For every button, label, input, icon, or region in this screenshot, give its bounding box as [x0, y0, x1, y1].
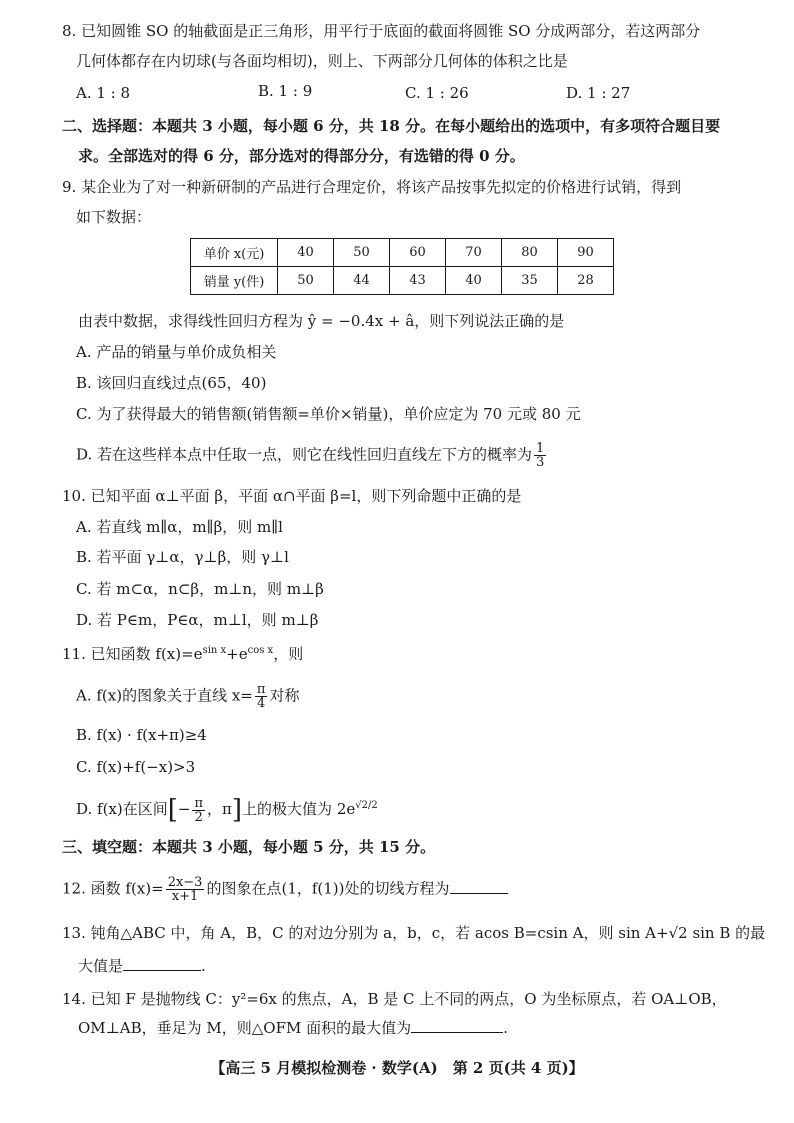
q14-line2-text: OM⊥AB，垂足为 M，则△OFM 面积的最大值为 [78, 1019, 412, 1037]
q14-line2 [78, 1017, 508, 1039]
q9-option-d-text: D. 若在这些样本点中任取一点，则它在线性回归直线左下方的概率为 [76, 445, 533, 464]
q9-data-table [190, 238, 614, 295]
q11-stem [62, 640, 303, 665]
answer-blank[interactable] [123, 956, 201, 971]
q11-interval-end: ，π [207, 800, 232, 818]
q11-stem-pre: 11. 已知函数 f(x)=e [62, 645, 203, 663]
answer-blank[interactable] [411, 1018, 503, 1033]
q9-line2: 如下数据： [76, 208, 152, 226]
section2-heading-line2: 求。全部选对的得 6 分，部分选对的得部分分，有选错的得 0 分。 [78, 147, 525, 165]
page-footer: 【高三 5 月模拟检测卷 · 数学(A) 第 2 页(共 4 页)】 [210, 1059, 584, 1077]
q11-interval-sign: − [177, 800, 191, 818]
table-cell: 43 [390, 267, 446, 295]
table-cell: 50 [334, 239, 390, 267]
fraction-denominator: 4 [257, 696, 266, 711]
q10-option-c: C. 若 m⊂α，n⊂β，m⊥n，则 m⊥β [76, 580, 324, 598]
q9-option-c: C. 为了获得最大的销售额(销售额=单价×销量)，单价应定为 70 元或 80 元 [76, 405, 581, 423]
q12-pre: 12. 函数 f(x)= [62, 879, 164, 898]
fraction-denominator: 2 [194, 809, 203, 825]
table-cell: 44 [334, 267, 390, 295]
q9-option-a: A. 产品的销量与单价成负相关 [76, 343, 277, 361]
fraction-numerator: 2x−3 [167, 875, 203, 890]
left-bracket: [ [167, 795, 178, 825]
q13-line2 [78, 955, 206, 977]
q11-exponent-sin: sin x [202, 645, 227, 656]
table-cell: 40 [278, 239, 334, 267]
table-cell: 35 [502, 267, 558, 295]
q11-option-d-post: 上的极大值为 2e [242, 800, 356, 818]
q11-exponent-root: √2/2 [355, 800, 378, 811]
q8-option-d: D. 1 : 27 [566, 84, 631, 102]
section3-heading: 三、填空题：本题共 3 小题，每小题 5 分，共 15 分。 [62, 838, 436, 856]
q8-option-b: B. 1 : 9 [258, 82, 313, 100]
table-header-price: 单价 x(元) [191, 239, 278, 267]
q10-option-d: D. 若 P∈m，P∈α，m⊥l，则 m⊥β [76, 611, 319, 629]
fraction [166, 876, 205, 903]
q13-line1: 13. 钝角△ABC 中，角 A，B，C 的对边分别为 a，b，c，若 acos B=csin A，则 sin A+√2 sin B 的最 [62, 924, 766, 942]
table-cell: 80 [502, 239, 558, 267]
fraction [192, 797, 205, 824]
q10-stem: 10. 已知平面 α⊥平面 β，平面 α∩平面 β=l，则下列命题中正确的是 [62, 487, 522, 505]
q8-line2: 几何体都存在内切球(与各面均相切)，则上、下两部分几何体的体积之比是 [76, 52, 568, 70]
table-row [191, 267, 614, 295]
fraction-denominator: 3 [536, 455, 545, 470]
right-bracket: ] [231, 795, 243, 825]
table-cell: 90 [558, 239, 614, 267]
q11-option-a-post: 对称 [269, 686, 300, 705]
fraction [534, 442, 546, 469]
table-cell: 60 [390, 239, 446, 267]
q11-option-a [76, 683, 299, 710]
answer-blank[interactable] [450, 879, 508, 894]
table-cell: 28 [558, 267, 614, 295]
q9-line1: 9. 某企业为了对一种新研制的产品进行合理定价，将该产品按事先拟定的价格进行试销，得到 [62, 178, 682, 196]
section2-heading-line1: 二、选择题：本题共 3 小题，每小题 6 分，共 18 分。在每小题给出的选项中，有多项符合题目要 [62, 117, 721, 135]
q11-exponent-cos: cos x [247, 645, 274, 656]
table-row [191, 239, 614, 267]
fraction [255, 683, 268, 710]
q11-option-a-pre: A. f(x)的图象关于直线 x= [76, 686, 253, 705]
q8-option-c: C. 1 : 26 [405, 84, 469, 102]
table-cell: 70 [446, 239, 502, 267]
table-cell: 50 [278, 267, 334, 295]
q12-line [62, 876, 508, 903]
q11-option-d [76, 795, 378, 824]
q9-option-d [76, 442, 548, 469]
table-header-sales: 销量 y(件) [191, 267, 278, 295]
q10-option-a: A. 若直线 m∥α，m∥β，则 m∥l [76, 518, 283, 536]
q11-option-c: C. f(x)+f(−x)>3 [76, 758, 196, 776]
fraction-numerator: 1 [536, 441, 545, 456]
q13-line2-text: 大值是 [78, 957, 124, 975]
q14-period: . [503, 1019, 508, 1037]
q11-option-d-pre: D. f(x)在区间 [76, 800, 168, 818]
q11-stem-post: ，则 [273, 645, 304, 663]
q13-period: . [201, 957, 206, 975]
table-cell: 40 [446, 267, 502, 295]
q8-option-a: A. 1 : 8 [76, 84, 131, 102]
fraction-denominator: x+1 [171, 889, 199, 904]
q14-line1: 14. 已知 F 是抛物线 C：y²=6x 的焦点，A，B 是 C 上不同的两点，O 为坐标原点，若 OA⊥OB， [62, 990, 727, 1008]
q10-option-b: B. 若平面 γ⊥α，γ⊥β，则 γ⊥l [76, 548, 289, 566]
q12-post: 的图象在点(1，f(1))处的切线方程为 [206, 879, 450, 898]
fraction-numerator: π [256, 682, 266, 697]
q9-option-b: B. 该回归直线过点(65，40) [76, 374, 267, 392]
q11-stem-mid: +e [226, 645, 248, 663]
fraction-numerator: π [194, 795, 204, 811]
q9-stem: 由表中数据，求得线性回归方程为 ŷ = −0.4x + â，则下列说法正确的是 [78, 312, 565, 330]
q8-line1: 8. 已知圆锥 SO 的轴截面是正三角形，用平行于底面的截面将圆锥 SO 分成两部分，若这两部分 [62, 22, 701, 40]
q11-option-b: B. f(x) · f(x+π)≥4 [76, 726, 207, 744]
